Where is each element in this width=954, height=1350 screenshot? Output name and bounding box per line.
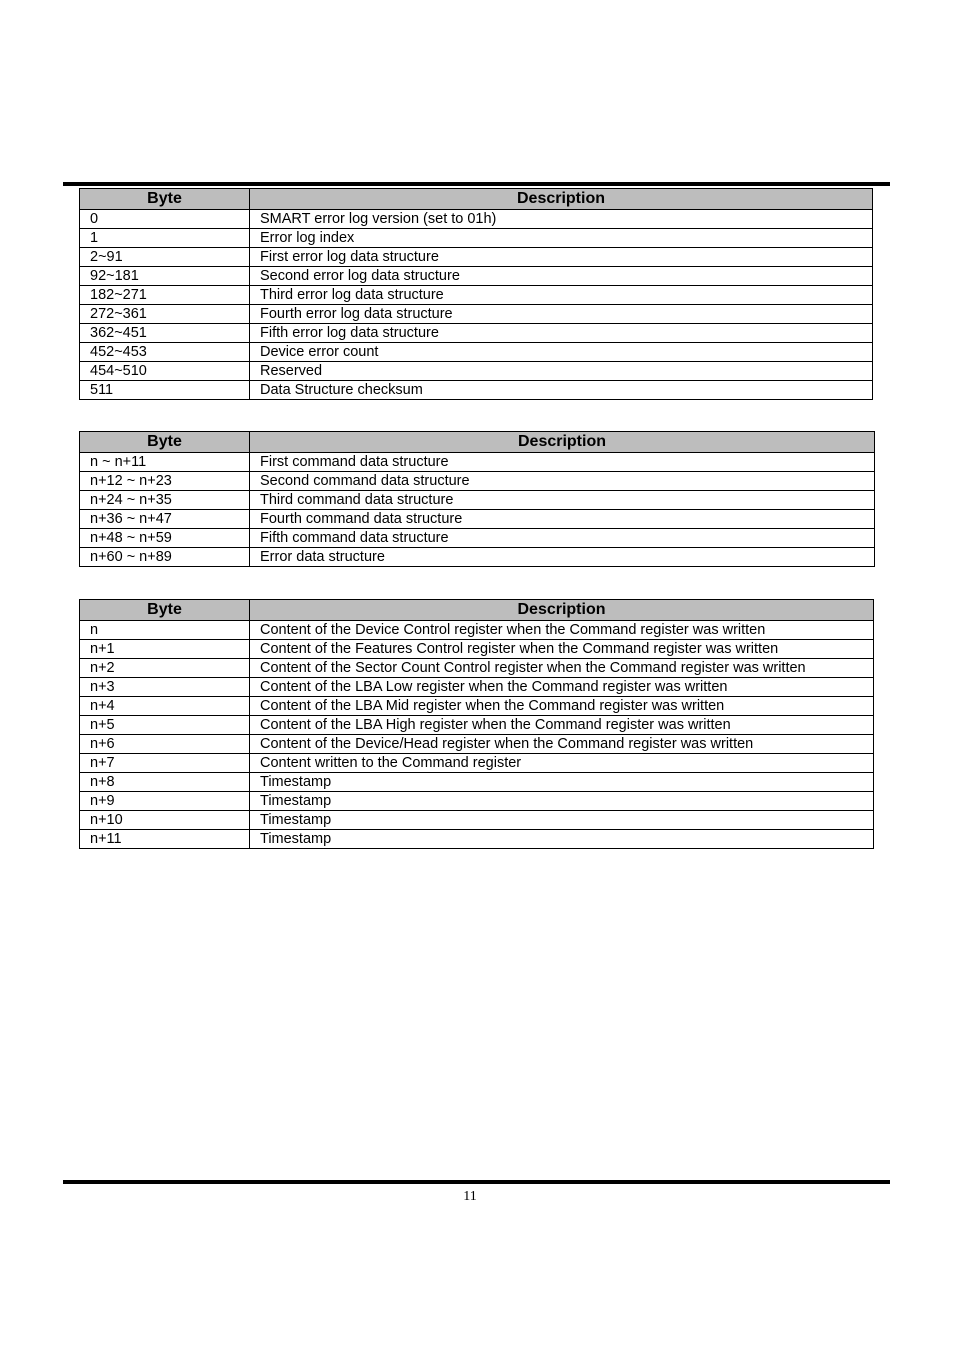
description-cell: Device error count	[250, 343, 873, 362]
byte-cell: n+48 ~ n+59	[80, 529, 250, 548]
description-cell: Third error log data structure	[250, 286, 873, 305]
command-structure-table	[79, 599, 874, 849]
description-cell: Error data structure	[250, 548, 875, 567]
description-cell: Content of the LBA Mid register when the Command register was written	[250, 697, 874, 716]
description-cell: Data Structure checksum	[250, 381, 873, 400]
description-cell: Fifth command data structure	[250, 529, 875, 548]
command-data-table	[79, 431, 875, 567]
description-cell: Content of the LBA High register when the Command register was written	[250, 716, 874, 735]
table-row	[80, 286, 873, 305]
byte-cell: n+3	[80, 678, 250, 697]
byte-cell: 0	[80, 210, 250, 229]
table-header	[80, 432, 875, 453]
error-log-table	[79, 188, 873, 400]
byte-cell: 1	[80, 229, 250, 248]
byte-cell: n+8	[80, 773, 250, 792]
table-row	[80, 510, 875, 529]
table-row	[80, 773, 874, 792]
description-cell: Content of the Device Control register when the Command register was written	[250, 621, 874, 640]
byte-cell: n+2	[80, 659, 250, 678]
table-row	[80, 735, 874, 754]
description-cell: Timestamp	[250, 792, 874, 811]
column-header-description: Description	[250, 600, 874, 621]
byte-cell: n+9	[80, 792, 250, 811]
table-row	[80, 491, 875, 510]
description-cell: Reserved	[250, 362, 873, 381]
table-row	[80, 640, 874, 659]
table-row	[80, 529, 875, 548]
byte-cell: n+36 ~ n+47	[80, 510, 250, 529]
byte-cell: n+7	[80, 754, 250, 773]
table-body	[80, 210, 873, 400]
table-body	[80, 453, 875, 567]
column-header-description: Description	[250, 432, 875, 453]
table-row	[80, 381, 873, 400]
byte-cell: n+10	[80, 811, 250, 830]
description-cell: Timestamp	[250, 773, 874, 792]
description-cell: Fourth error log data structure	[250, 305, 873, 324]
table-row	[80, 324, 873, 343]
byte-cell: 92~181	[80, 267, 250, 286]
byte-cell: n+6	[80, 735, 250, 754]
table-row	[80, 792, 874, 811]
description-cell: Content written to the Command register	[250, 754, 874, 773]
top-rule	[63, 182, 890, 186]
table-header	[80, 600, 874, 621]
table-row	[80, 716, 874, 735]
table-header	[80, 189, 873, 210]
byte-cell: n+4	[80, 697, 250, 716]
column-header-byte: Byte	[80, 600, 250, 621]
table-row	[80, 811, 874, 830]
description-cell: Third command data structure	[250, 491, 875, 510]
table-row	[80, 267, 873, 286]
byte-cell: n ~ n+11	[80, 453, 250, 472]
byte-cell: n+1	[80, 640, 250, 659]
table-row	[80, 697, 874, 716]
byte-cell: 362~451	[80, 324, 250, 343]
table-row	[80, 659, 874, 678]
column-header-byte: Byte	[80, 189, 250, 210]
description-cell: Content of the Device/Head register when the Command register was written	[250, 735, 874, 754]
description-cell: Error log index	[250, 229, 873, 248]
table-row	[80, 248, 873, 267]
description-cell: Timestamp	[250, 830, 874, 849]
table-row	[80, 343, 873, 362]
table-row	[80, 305, 873, 324]
description-cell: First error log data structure	[250, 248, 873, 267]
description-cell: First command data structure	[250, 453, 875, 472]
byte-cell: 272~361	[80, 305, 250, 324]
table-row	[80, 229, 873, 248]
table-body	[80, 621, 874, 849]
byte-cell: n+24 ~ n+35	[80, 491, 250, 510]
byte-cell: n+5	[80, 716, 250, 735]
table-row	[80, 453, 875, 472]
description-cell: SMART error log version (set to 01h)	[250, 210, 873, 229]
column-header-byte: Byte	[80, 432, 250, 453]
description-cell: Content of the LBA Low register when the Command register was written	[250, 678, 874, 697]
byte-cell: n	[80, 621, 250, 640]
byte-cell: n+12 ~ n+23	[80, 472, 250, 491]
byte-cell: 452~453	[80, 343, 250, 362]
table-row	[80, 472, 875, 491]
bottom-rule	[63, 1180, 890, 1184]
byte-cell: n+11	[80, 830, 250, 849]
description-cell: Timestamp	[250, 811, 874, 830]
table-row	[80, 621, 874, 640]
description-cell: Fourth command data structure	[250, 510, 875, 529]
table-row	[80, 678, 874, 697]
page-number: 11	[463, 1189, 477, 1204]
byte-cell: 2~91	[80, 248, 250, 267]
description-cell: Content of the Features Control register when the Command register was written	[250, 640, 874, 659]
byte-cell: 511	[80, 381, 250, 400]
table-row	[80, 210, 873, 229]
byte-cell: 454~510	[80, 362, 250, 381]
description-cell: Fifth error log data structure	[250, 324, 873, 343]
table-row	[80, 548, 875, 567]
table-row	[80, 754, 874, 773]
byte-cell: 182~271	[80, 286, 250, 305]
table-row	[80, 362, 873, 381]
byte-cell: n+60 ~ n+89	[80, 548, 250, 567]
description-cell: Content of the Sector Count Control register when the Command register was written	[250, 659, 874, 678]
table-row	[80, 830, 874, 849]
description-cell: Second error log data structure	[250, 267, 873, 286]
description-cell: Second command data structure	[250, 472, 875, 491]
column-header-description: Description	[250, 189, 873, 210]
